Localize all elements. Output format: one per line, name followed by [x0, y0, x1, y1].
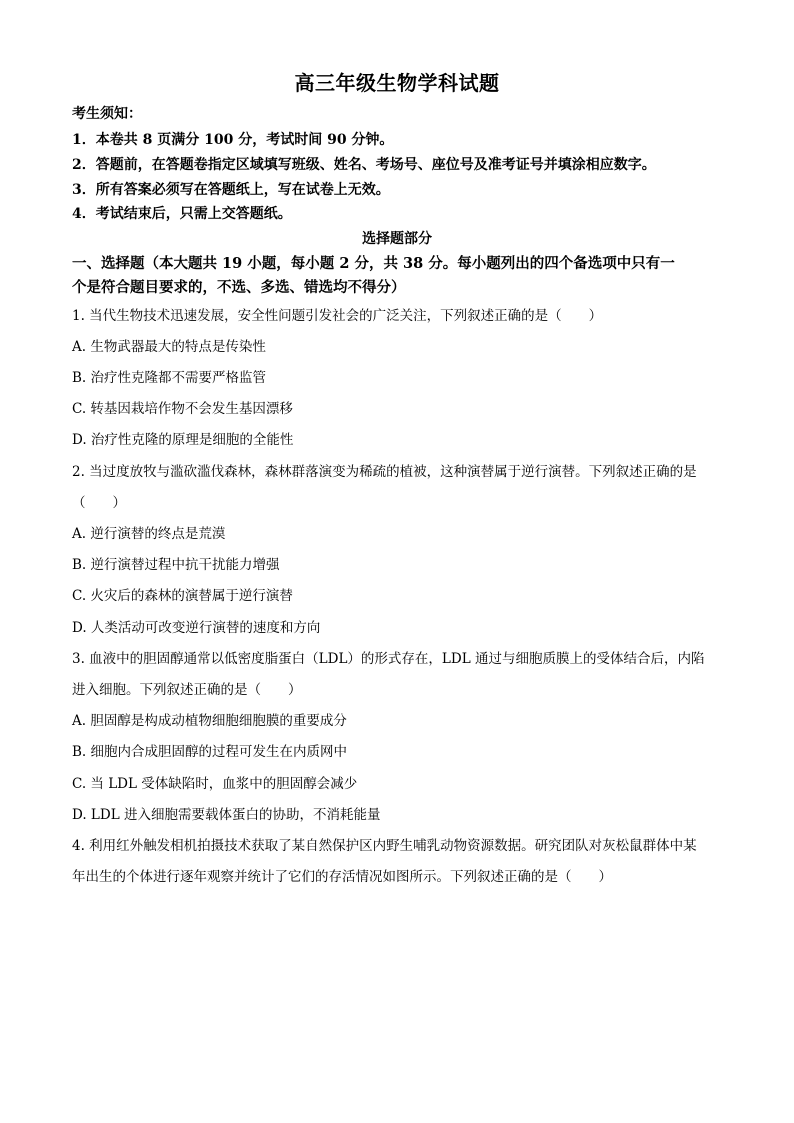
question-3-stem-line2: 进入细胞。下列叙述正确的是（ ）: [72, 682, 302, 698]
question-1-option-c: C. 转基因栽培作物不会发生基因漂移: [72, 401, 293, 417]
question-3-option-b: B. 细胞内合成胆固醇的过程可发生在内质网中: [72, 744, 348, 760]
question-2-option-d: D. 人类活动可改变逆行演替的速度和方向: [72, 620, 321, 636]
question-2-stem-line1: 2. 当过度放牧与滥砍滥伐森林，森林群落演变为稀疏的植被，这种演替属于逆行演替。下列叙述正确的是: [72, 464, 697, 480]
question-2-stem-line2: （ ）: [72, 495, 126, 511]
question-4-stem-line1: 4. 利用红外触发相机拍摄技术获取了某自然保护区内野生哺乳动物资源数据。研究团队对灰松鼠群体中某: [72, 838, 697, 854]
question-1-option-b: B. 治疗性克隆都不需要严格监管: [72, 370, 267, 386]
section-title: 选择题部分: [362, 231, 432, 247]
question-1-stem: 1. 当代生物技术迅速发展，安全性问题引发社会的广泛关注，下列叙述正确的是（ ）: [72, 308, 603, 324]
question-2-option-a: A. 逆行演替的终点是荒漠: [72, 526, 226, 542]
notice-heading: 考生须知：: [72, 106, 142, 122]
notice-item-2: 2．答题前，在答题卷指定区域填写班级、姓名、考场号、座位号及准考证号并填涂相应数字。: [72, 157, 656, 173]
question-1-option-a: A. 生物武器最大的特点是传染性: [72, 339, 266, 355]
question-3-option-c: C. 当 LDL 受体缺陷时，血浆中的胆固醇会减少: [72, 776, 358, 792]
question-1-option-d: D. 治疗性克隆的原理是细胞的全能性: [72, 432, 294, 448]
notice-item-3: 3．所有答案必须写在答题纸上，写在试卷上无效。: [72, 182, 390, 198]
question-2-option-b: B. 逆行演替过程中抗干扰能力增强: [72, 557, 280, 573]
question-3-option-d: D. LDL 进入细胞需要载体蛋白的协助，不消耗能量: [72, 807, 381, 823]
question-2-option-c: C. 火灾后的森林的演替属于逆行演替: [72, 588, 293, 604]
notice-item-1: 1．本卷共 8 页满分 100 分，考试时间 90 分钟。: [72, 132, 394, 148]
part1-instructions-line1: 一、选择题（本大题共 19 小题，每小题 2 分，共 38 分。每小题列出的四个备选项中只有一: [72, 255, 675, 272]
question-4-stem-line2: 年出生的个体进行逐年观察并统计了它们的存活情况如图所示。下列叙述正确的是（ ）: [72, 869, 612, 885]
part1-instructions-line2: 个是符合题目要求的，不选、多选、错选均不得分）: [72, 279, 406, 296]
question-3-stem-line1: 3. 血液中的胆固醇通常以低密度脂蛋白（LDL）的形式存在，LDL 通过与细胞质膜上的受体结合后，内陷: [72, 651, 705, 667]
question-3-option-a: A. 胆固醇是构成动植物细胞细胞膜的重要成分: [72, 713, 347, 729]
notice-item-4: 4．考试结束后，只需上交答题纸。: [72, 206, 292, 222]
exam-title: 高三年级生物学科试题: [294, 71, 500, 95]
